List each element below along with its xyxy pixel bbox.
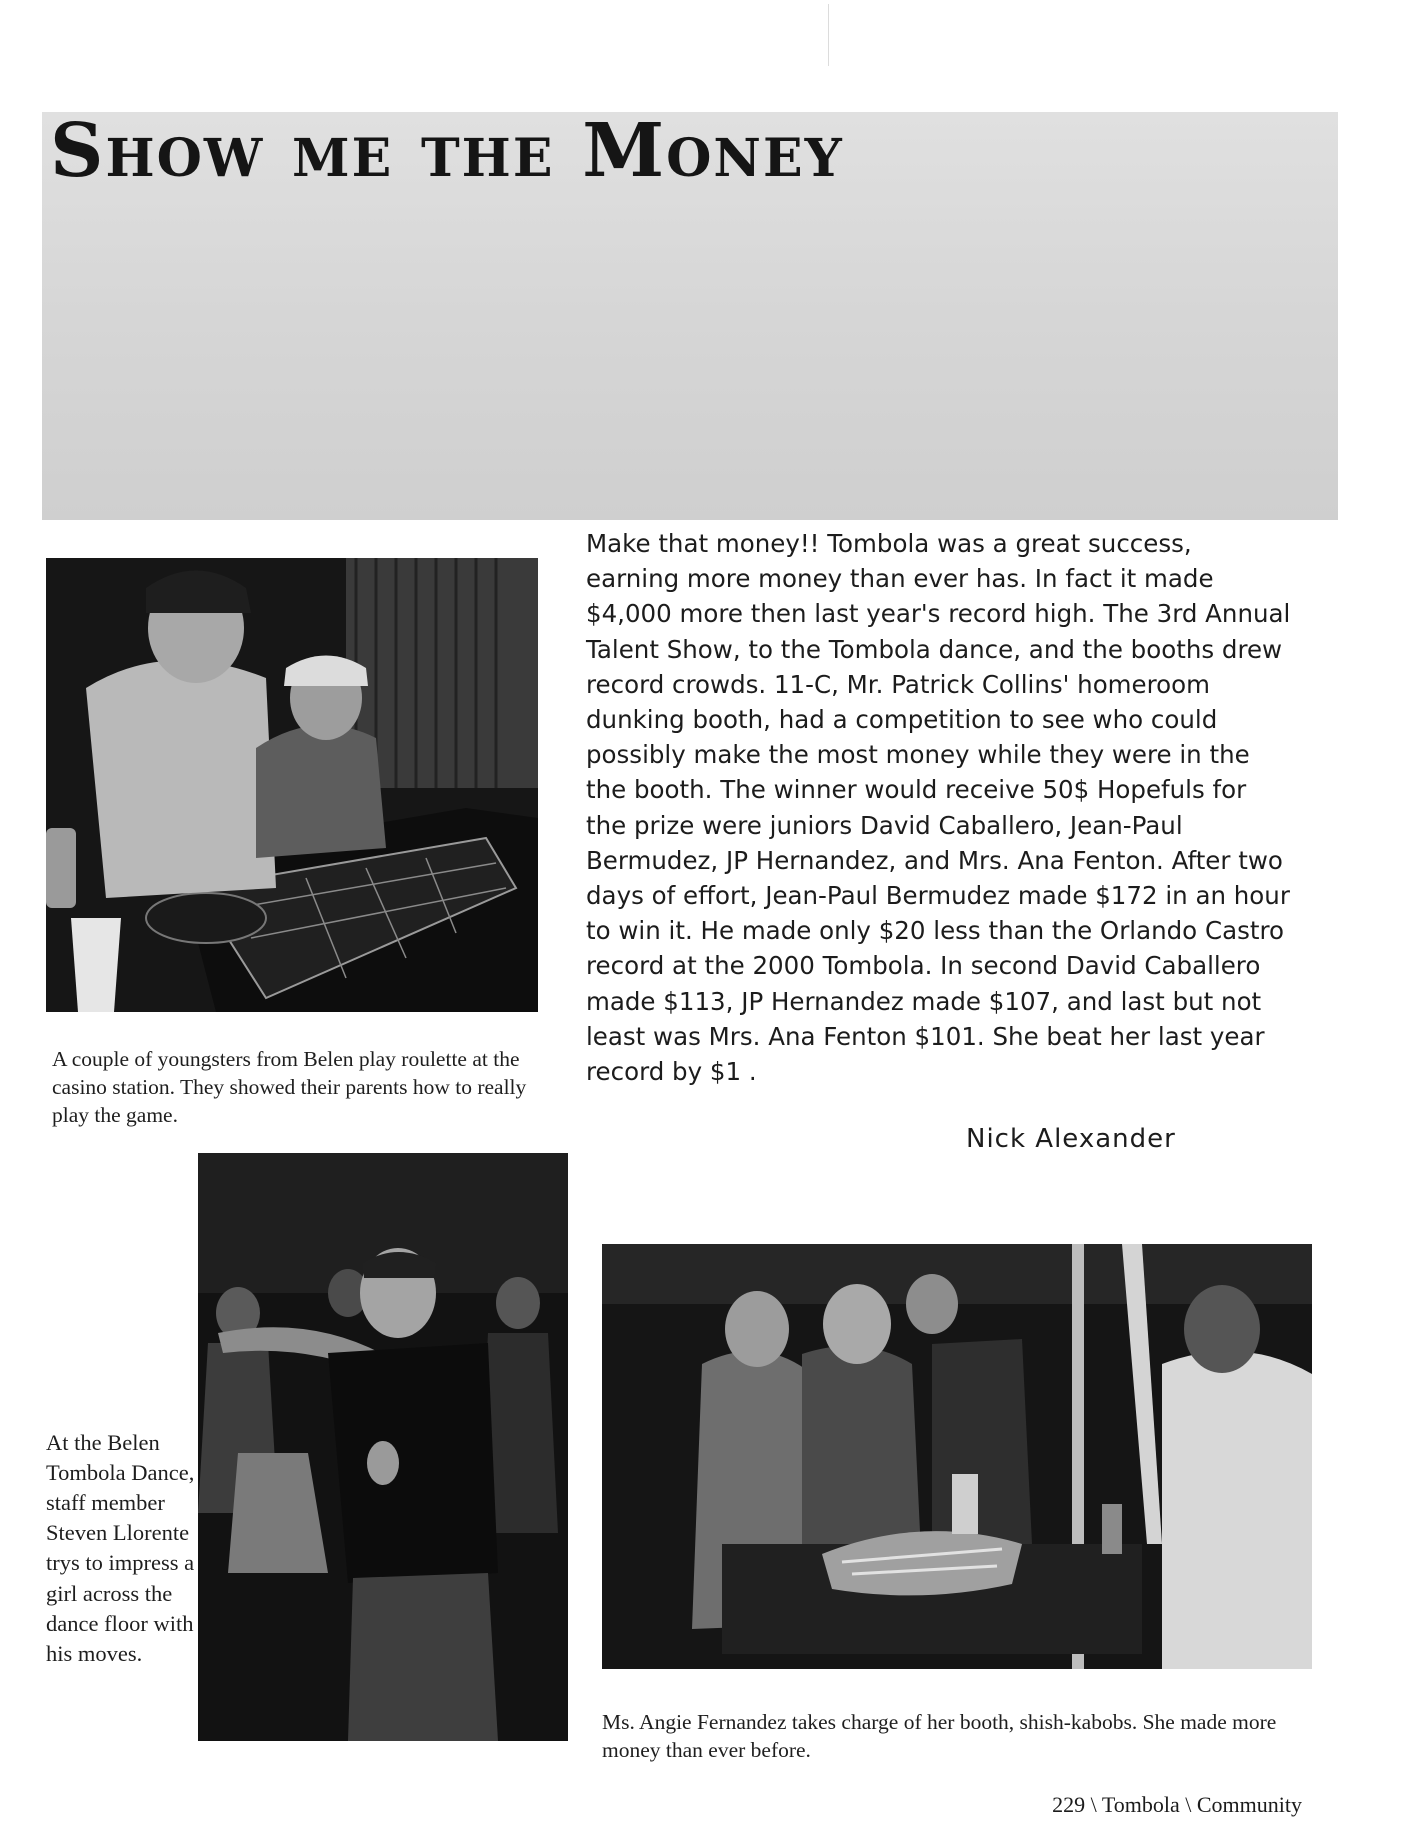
kabobs-photo <box>602 1244 1312 1669</box>
dance-caption: At the Belen Tombola Dance, staff member Steven Llorente trys to impress a girl across the dance floor with his moves. <box>46 1429 195 1666</box>
page-title: Show me the Money <box>50 108 844 194</box>
article-body: Make that money!! Tombola was a great success, earning more money than ever has. In fact it made $4,000 more then last year's record high. The 3rd Annual Talent Show, to the Tombola dance, and the booths drew record crowds. 11-C, Mr. Patrick Collins' homeroom dunking booth, had a competition to see who could possibly make the most money while they were in the the booth. The winner would receive 50$ Hopefuls for the prize were juniors David Caballero, Jean-Paul Bermudez, JP Hernandez, and Mrs. Ana Fenton. After two days of effort, Jean-Paul Bermudez made $172 in an hour to win it. He made only $20 less than the Orlando Castro record at the 2000 Tombola. In second David Caballero made $113, JP Hernandez made $107, and last but not least was Mrs. Ana Fenton $101. She beat her last year record by $1 . <box>586 529 1291 1087</box>
page-folio: 229 \ Tombola \ Community <box>1052 1792 1302 1817</box>
roulette-caption: A couple of youngsters from Belen play roulette at the casino station. They showed their parents how to really play the game. <box>52 1046 527 1127</box>
article-byline: Nick Alexander <box>966 1124 1176 1154</box>
page-fold-line <box>828 4 829 66</box>
kabobs-caption: Ms. Angie Fernandez takes charge of her booth, shish-kabobs. She made more money than ever before. <box>602 1709 1277 1762</box>
dance-photo <box>198 1153 568 1741</box>
roulette-photo <box>46 558 538 1012</box>
